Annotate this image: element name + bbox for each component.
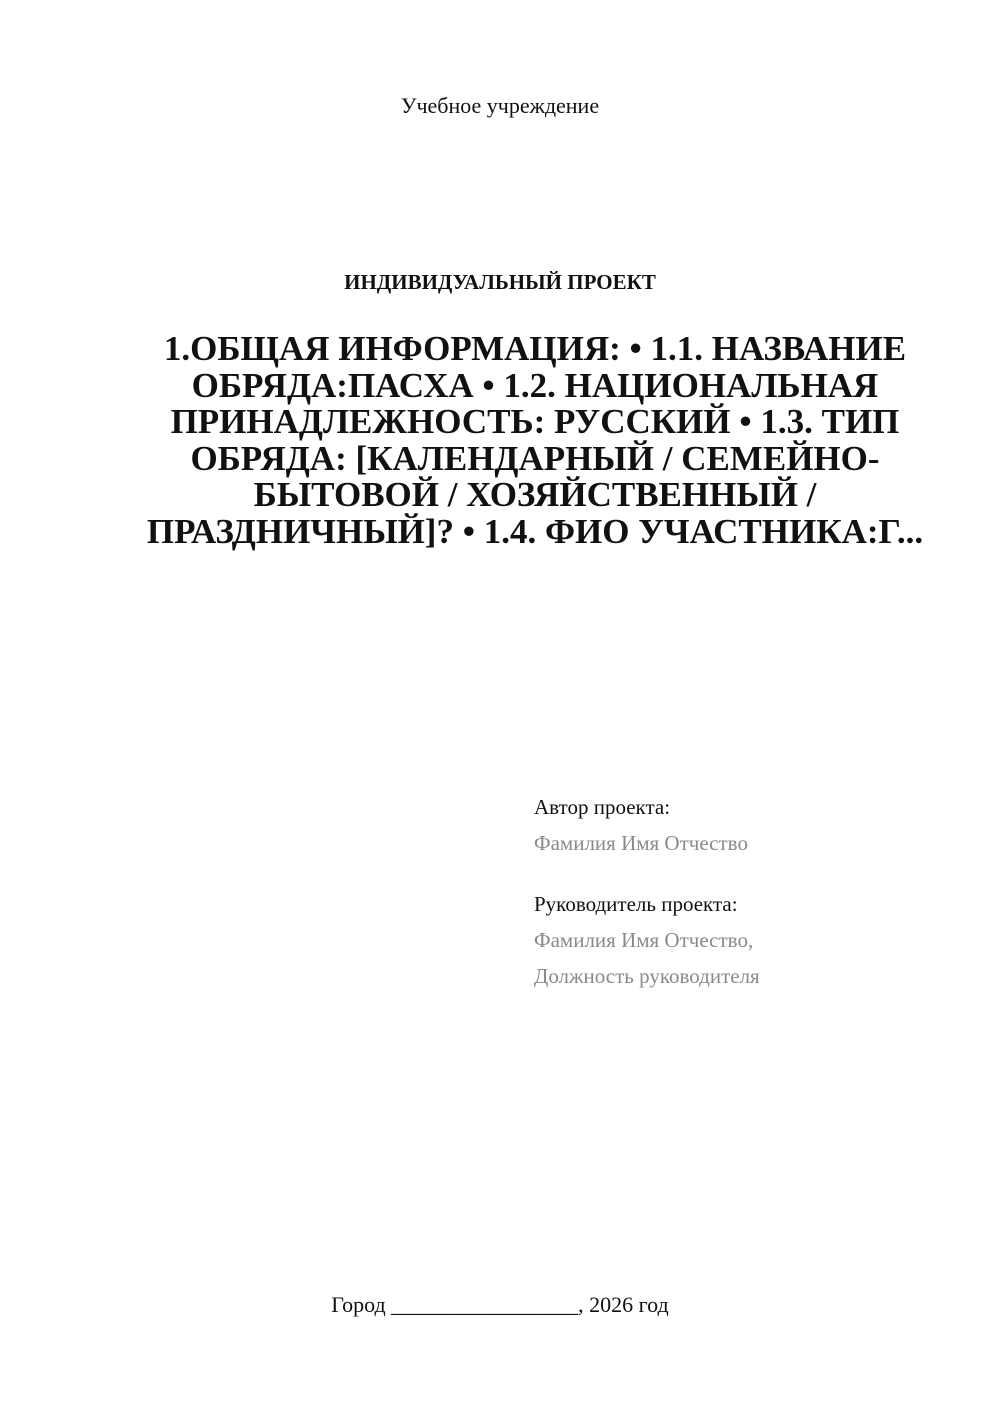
supervisor-label: Руководитель проекта:: [534, 892, 738, 916]
author-name: Фамилия Имя Отчество: [534, 831, 748, 855]
city-year-line: Город _________________, 2026 год: [331, 1292, 669, 1317]
supervisor-position: Должность руководителя: [534, 964, 760, 988]
project-title: 1.ОБЩАЯ ИНФОРМАЦИЯ: • 1.1. НАЗВАНИЕ ОБРЯДА:ПАСХА • 1.2. НАЦИОНАЛЬНАЯ ПРИНАДЛЕЖНОСТЬ: РУССКИЙ • 1.3. ТИП ОБРЯДА: [КАЛЕНДАРНЫЙ / СЕМЕЙНО-БЫТОВОЙ / ХОЗЯЙСТВЕННЫЙ / ПРАЗДНИЧНЫЙ]? • 1.4. ФИО УЧАСТНИКА:Г...: [146, 329, 924, 551]
supervisor-name: Фамилия Имя Отчество,: [534, 928, 754, 952]
document-type: ИНДИВИДУАЛЬНЫЙ ПРОЕКТ: [344, 270, 656, 294]
credits-block: [534, 789, 974, 994]
credits-spacer: [534, 861, 974, 886]
institution-name: Учебное учреждение: [400, 93, 600, 118]
author-label: Автор проекта:: [534, 795, 671, 819]
